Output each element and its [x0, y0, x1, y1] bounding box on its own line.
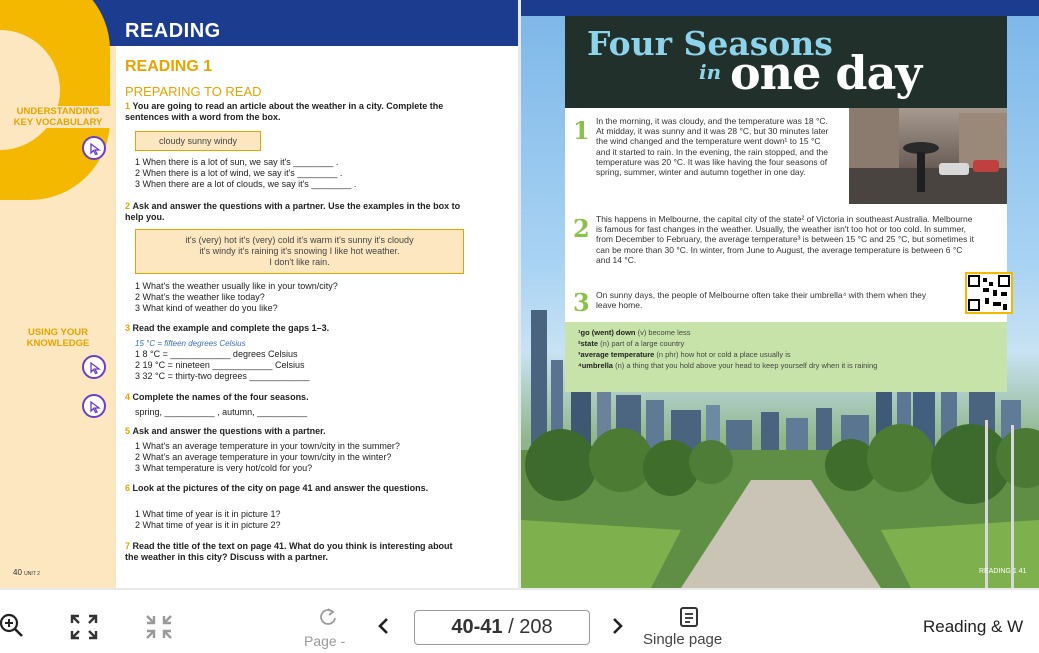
exercise-1	[125, 101, 465, 123]
reading-mode-label[interactable]: Reading & W	[923, 617, 1024, 636]
list-item: 3 When there are a lot of clouds, we say it's ________ .	[135, 179, 357, 189]
list-item: 2 What's the weather like today?	[135, 292, 265, 302]
list-item: 2 What time of year is it in picture 2?	[135, 520, 281, 530]
glossary-definition: (n phr) how hot or cold a place usually is	[654, 350, 791, 359]
exercise-5-items	[135, 441, 465, 474]
glossary-term: ²state	[578, 339, 599, 348]
unit-label: UNIT 2	[24, 571, 40, 577]
cursor-icon	[88, 142, 102, 156]
list-item: 2 19 °C = nineteen ____________ Celsius	[135, 360, 305, 370]
glossary-term: ³average temperature	[578, 350, 655, 359]
next-page-button[interactable]	[611, 617, 625, 635]
exercise-4	[125, 392, 465, 403]
exercise-1-items	[135, 157, 465, 190]
qr-code[interactable]	[965, 272, 1013, 314]
exercise-instruction: Ask and answer the questions with a partner.	[132, 426, 326, 436]
exercise-number: 3	[125, 323, 131, 333]
single-page-button[interactable]	[679, 606, 699, 628]
exercise-5	[125, 426, 465, 437]
refresh-icon	[318, 606, 338, 626]
compress-icon	[145, 614, 173, 640]
list-item: 1 What time of year is it in picture 1?	[135, 509, 281, 519]
street-photo-illustration	[849, 108, 1007, 204]
exercise-instruction: Ask and answer the questions with a partner. Use the examples in the box to help you.	[125, 201, 461, 222]
exercise-instruction: Complete the names of the four seasons.	[132, 392, 309, 402]
previous-page-button[interactable]	[376, 617, 390, 635]
fullscreen-button[interactable]	[70, 614, 98, 640]
paragraph-3: On sunny days, the people of Melbourne often take their umbrella⁴ with them when they leave home.	[596, 290, 927, 311]
list-item: 3 32 °C = thirty-two degrees ____________	[135, 371, 310, 381]
list-item: 1 When there is a lot of sun, we say it's ________ .	[135, 157, 339, 167]
glossary-entry	[578, 350, 791, 360]
exercise-number: 5	[125, 426, 131, 436]
exit-fullscreen-button[interactable]	[145, 614, 173, 640]
exercise-number: 2	[125, 201, 131, 211]
list-item: 2 When there is a lot of wind, we say it's ________ .	[135, 168, 343, 178]
side-label-vocabulary: UNDERSTANDING KEY VOCABULARY	[6, 106, 110, 128]
audio-button-ex3[interactable]	[82, 355, 106, 379]
rainy-street-photo	[849, 108, 1007, 204]
right-page-header	[521, 0, 1039, 16]
paragraph-number-2: 2	[573, 214, 590, 243]
exercise-2	[125, 201, 465, 223]
word-box-ex2	[135, 229, 464, 274]
preparing-subhead: PREPARING TO READ	[125, 84, 262, 99]
cursor-icon	[88, 400, 102, 414]
audio-button-ex4[interactable]	[82, 394, 106, 418]
section-title: READING	[125, 20, 221, 42]
exercise-2-items	[135, 281, 465, 314]
single-page-label[interactable]: Single page	[643, 631, 723, 648]
page-number-left	[13, 568, 40, 577]
glossary-term: ¹go (went) down	[578, 328, 636, 337]
glossary-definition: (n) a thing that you hold above your head to keep yourself dry when it is raining	[612, 361, 878, 370]
exercise-number: 7	[125, 541, 131, 551]
glossary-term: ⁴umbrella	[578, 361, 613, 370]
chevron-right-icon	[611, 617, 625, 635]
exercise-4-item: spring, __________ , autumn, __________	[135, 407, 308, 417]
exercise-7	[125, 541, 465, 563]
list-item: 1 8 °C = ____________ degrees Celsius	[135, 349, 298, 359]
exercise-3-items	[135, 349, 465, 382]
article-title-line1: Four Seasons	[587, 24, 833, 63]
list-item: 3 What kind of weather do you like?	[135, 303, 278, 313]
word-box-ex1: cloudy sunny windy	[135, 131, 261, 151]
word-box-line: it's windy it's raining it's snowing I like hot weather.	[199, 246, 400, 256]
exercise-6-items	[135, 509, 465, 531]
reading-title: READING 1	[125, 58, 213, 75]
audio-button-ex1[interactable]	[82, 136, 106, 160]
cursor-icon	[88, 361, 102, 375]
chevron-left-icon	[376, 617, 390, 635]
page-number: 40	[13, 568, 22, 577]
page-footer-right: READING 1 41	[979, 568, 1027, 575]
article-title-main: one day	[730, 46, 922, 100]
left-page	[0, 0, 518, 588]
page-number-input[interactable]	[414, 610, 590, 645]
list-item: 2 What's an average temperature in your town/city in the winter?	[135, 452, 392, 462]
article-title-in: in	[699, 60, 722, 84]
paragraph-2: This happens in Melbourne, the capital city of the state² of Victoria in southeast Australia. Melbourne is famous for fast changes in the weather. Usually, the weather isn't too hot or too cold. In summer, from December to February, the average temperature³ is between 15 °C and 25 °C, but sometimes it can be more than 30 °C. In winter, from June to August, the average temperature is between 6 °C and 14 °C.	[596, 214, 974, 265]
qr-code-icon	[967, 274, 1011, 312]
exercise-number: 1	[125, 101, 131, 111]
expand-icon	[70, 614, 98, 640]
glossary-definition: (n) part of a large country	[598, 339, 685, 348]
reset-page-button[interactable]	[318, 606, 338, 626]
zoom-in-button[interactable]	[0, 612, 24, 638]
paragraph-number-3: 3	[573, 288, 590, 317]
side-label-knowledge: USING YOUR KNOWLEDGE	[6, 327, 110, 349]
exercise-instruction: Read the example and complete the gaps 1–3.	[132, 323, 330, 333]
exercise-instruction: Look at the pictures of the city on page 41 and answer the questions.	[132, 483, 429, 493]
exercise-3	[125, 323, 465, 334]
word-box-line: it's (very) hot it's (very) cold it's warm it's sunny it's cloudy	[185, 235, 414, 245]
document-icon	[679, 606, 699, 628]
list-item: 3 What temperature is very hot/cold for you?	[135, 463, 313, 473]
paragraph-1: In the morning, it was cloudy, and the temperature was 18 °C. At midday, it was sunny and it was 28 °C, but 30 minutes later the wind changed and the temperature went down¹ to 15 °C and it started to rain. In the evening, the rain stopped, and the temperature was 20 °C. It was like having the four seasons of spring, summer, winter and autumn together in one day.	[596, 116, 829, 178]
zoom-in-icon	[0, 612, 24, 638]
list-item: 1 What's the weather usually like in your town/city?	[135, 281, 338, 291]
exercise-instruction: You are going to read an article about the weather in a city. Complete the sentences with a word from the box.	[125, 101, 444, 122]
left-content-area	[116, 46, 518, 588]
exercise-number: 4	[125, 392, 131, 402]
right-page	[521, 0, 1039, 588]
glossary-definition: (v) become less	[635, 328, 691, 337]
glossary-entry	[578, 328, 691, 338]
exercise-number: 6	[125, 483, 131, 493]
page-label: Page -	[304, 633, 346, 649]
total-pages: / 208	[508, 616, 553, 638]
paragraph-number-1: 1	[573, 116, 590, 145]
example-text: 15 °C = fifteen degrees Celsius	[135, 339, 246, 348]
exercise-6	[125, 483, 465, 494]
glossary-entry	[578, 339, 684, 349]
glossary-entry	[578, 361, 878, 371]
word-box-line: I don't like rain.	[269, 257, 330, 267]
current-pages: 40-41	[451, 616, 503, 638]
exercise-instruction: Read the title of the text on page 41. What do you think is interesting about the weather in this city? Discuss with a partner.	[125, 541, 453, 562]
list-item: 1 What's an average temperature in your town/city in the summer?	[135, 441, 400, 451]
